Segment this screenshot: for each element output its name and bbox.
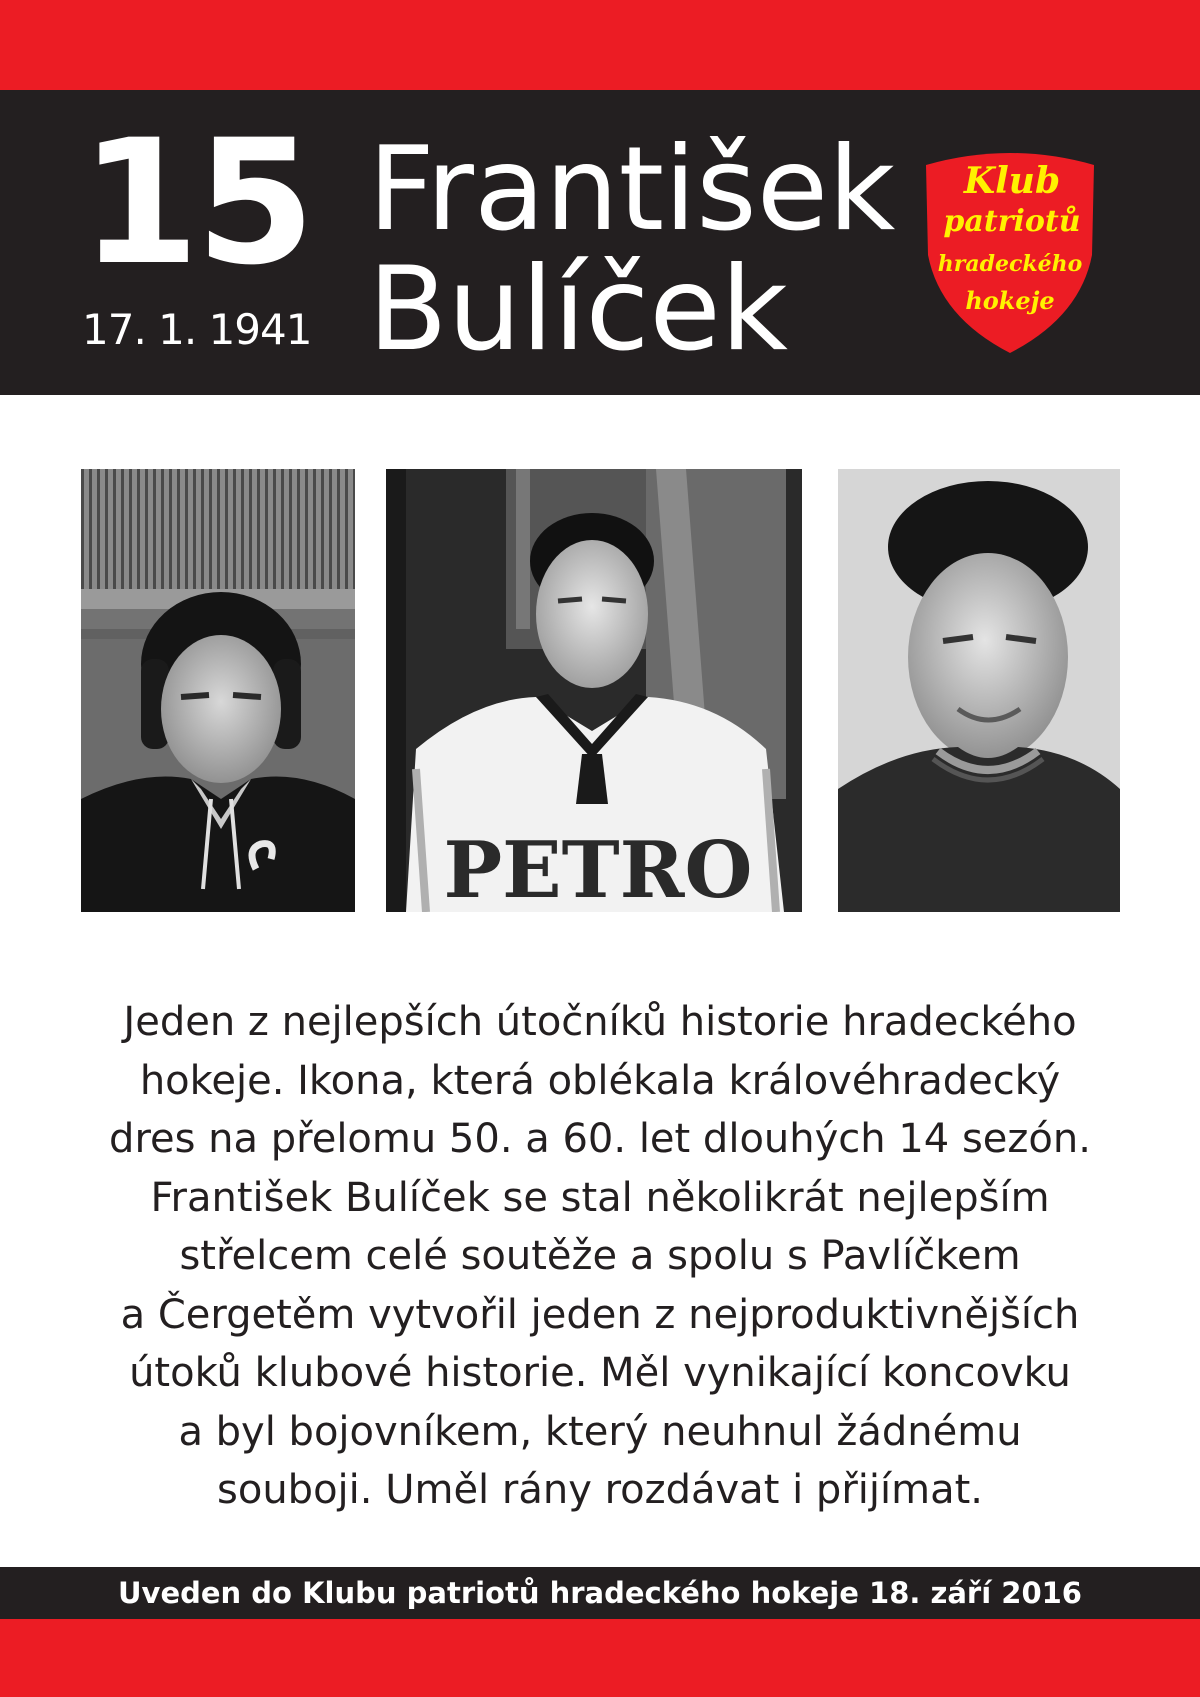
player-photo-1 [81,469,355,912]
biography-text [60,993,1140,1520]
logo-line-3: hradeckého [937,251,1083,277]
bio-line: a Čergetěm vytvořil jeden z nejproduktivnějších [120,1291,1080,1338]
club-logo [920,145,1100,357]
logo-line-2: patriotů [943,204,1081,239]
induction-note: Uveden do Klubu patriotů hradeckého hokeje 18. září 2016 [118,1576,1082,1610]
shield-icon [920,145,1100,357]
jersey-number: 15 [80,102,312,303]
bio-line: souboji. Uměl rány rozdávat i přijímat. [217,1467,983,1513]
bio-line: a byl bojovníkem, který neuhnul žádnému [178,1408,1022,1455]
top-red-bar [0,0,1200,90]
player-last-name: Bulíček [368,242,788,377]
bottom-red-bar [0,1619,1200,1697]
logo-line-1: Klub [963,160,1061,202]
player-first-name: František [368,122,896,257]
bio-line: hokeje. Ikona, která oblékala královéhradecký [139,1057,1061,1104]
bio-line: útoků klubové historie. Měl vynikající koncovku [129,1350,1071,1396]
birth-date: 17. 1. 1941 [82,305,312,354]
bio-line: dres na přelomu 50. a 60. let dlouhých 14 sezón. [109,1116,1091,1162]
logo-line-4: hokeje [965,286,1055,315]
bio-line: Jeden z nejlepších útočníků historie hradeckého [123,999,1077,1045]
player-photo-3 [838,469,1120,912]
jersey-text: PETRO [443,825,753,912]
bio-line: František Bulíček se stal několikrát nejlepším [150,1174,1050,1221]
bio-line: střelcem celé soutěže a spolu s Pavlíčkem [179,1233,1021,1279]
player-photo-2 [386,469,802,912]
